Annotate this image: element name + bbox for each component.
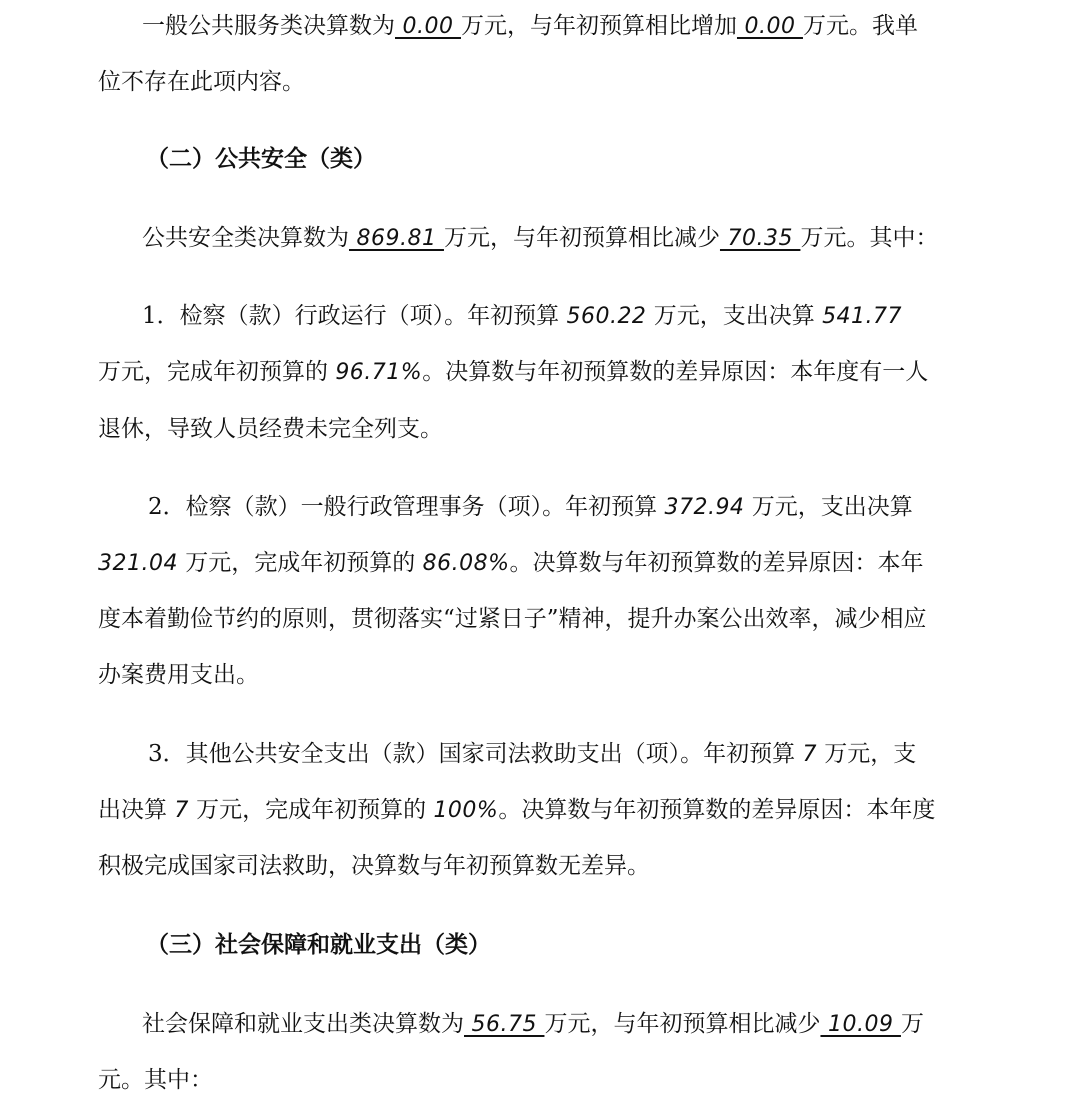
text-segment: 。决算数与年初预算数的差异原因：本年度: [498, 797, 936, 823]
text-segment: 。决算数与年初预算数的差异原因：本年度有一人: [422, 359, 929, 385]
text-segment: 万元，与年初预算相比减少: [544, 1011, 821, 1037]
item-2-line-2: [0, 545, 1074, 581]
section-heading-public-security: [0, 141, 1074, 177]
text-segment: 万元，完成年初预算的: [98, 359, 328, 385]
completion-rate: 96.71%: [335, 360, 423, 385]
budget-value: 560.22: [566, 304, 647, 329]
text-segment: 退休，导致人员经费未完全列支。: [98, 416, 443, 442]
text-segment: 元。其中：: [98, 1067, 213, 1093]
item-2-line-1: [0, 489, 1074, 525]
text-segment: 公共安全类决算数为: [142, 225, 349, 251]
section-heading-social-security: [0, 927, 1074, 963]
text-segment: 。决算数与年初预算数的差异原因：本年: [509, 550, 924, 576]
actual-value: 7: [174, 798, 189, 823]
text-segment: 万元，与年初预算相比减少: [443, 225, 720, 251]
text-segment: 万元。其中：: [800, 225, 939, 251]
public-security-line-1: [0, 220, 1074, 256]
social-security-line-2: [0, 1062, 1074, 1098]
text-segment: 位不存在此项内容。: [98, 69, 305, 95]
heading-text: （二）公共安全（类）: [146, 145, 376, 172]
item-3-line-1: [0, 736, 1074, 772]
amount-value: 56.75: [464, 1012, 545, 1037]
item-2-line-3: [0, 601, 1074, 637]
social-security-line-1: [0, 1006, 1074, 1042]
general-services-line-1: [0, 8, 1074, 44]
text-segment: 万元，支出决算: [653, 303, 815, 329]
text-segment: 万元。我单: [802, 13, 918, 39]
text-segment: 万元，完成年初预算的: [185, 550, 416, 576]
budget-value: 372.94: [664, 495, 745, 520]
change-value: 70.35: [719, 226, 801, 251]
item-1-line-2: [0, 354, 1074, 390]
amount-value: 0.00: [395, 14, 461, 39]
item-3-line-2: [0, 792, 1074, 828]
item-2-line-4: [0, 657, 1074, 693]
text-segment: 积极完成国家司法救助，决算数与年初预算数无差异。: [98, 853, 650, 879]
heading-text: （三）社会保障和就业支出（类）: [146, 931, 491, 958]
text-segment: 一般公共服务类决算数为: [142, 13, 395, 39]
actual-value: 541.77: [822, 304, 903, 329]
completion-rate: 86.08%: [422, 551, 510, 576]
completion-rate: 100%: [433, 798, 499, 823]
text-segment: 万元，支出决算: [751, 494, 913, 520]
text-segment: 出决算: [98, 797, 167, 823]
budget-value: 7: [802, 742, 817, 767]
text-segment: 3．其他公共安全支出（款）国家司法救助支出（项）。年初预算: [148, 741, 796, 767]
item-1-line-3: [0, 411, 1074, 447]
text-segment: 度本着勤俭节约的原则，贯彻落实“过紧日子”精神，提升办案公出效率，减少相应: [98, 606, 927, 632]
text-segment: 万元，与年初预算相比增加: [460, 13, 737, 39]
item-3-line-3: [0, 848, 1074, 884]
text-segment: 办案费用支出。: [98, 662, 259, 688]
item-1-line-1: [0, 298, 1074, 334]
text-segment: 万元，支: [824, 741, 917, 767]
change-value: 0.00: [736, 14, 803, 39]
text-segment: 社会保障和就业支出类决算数为: [142, 1011, 464, 1037]
general-services-line-2: [0, 64, 1074, 100]
text-segment: 万: [900, 1011, 924, 1037]
text-segment: 万元，完成年初预算的: [196, 797, 427, 823]
change-value: 10.09: [820, 1012, 901, 1037]
text-segment: 2．检察（款）一般行政管理事务（项）。年初预算: [148, 494, 658, 520]
amount-value: 869.81: [349, 226, 444, 251]
actual-value: 321.04: [98, 551, 178, 576]
text-segment: 1．检察（款）行政运行（项）。年初预算: [142, 303, 560, 329]
